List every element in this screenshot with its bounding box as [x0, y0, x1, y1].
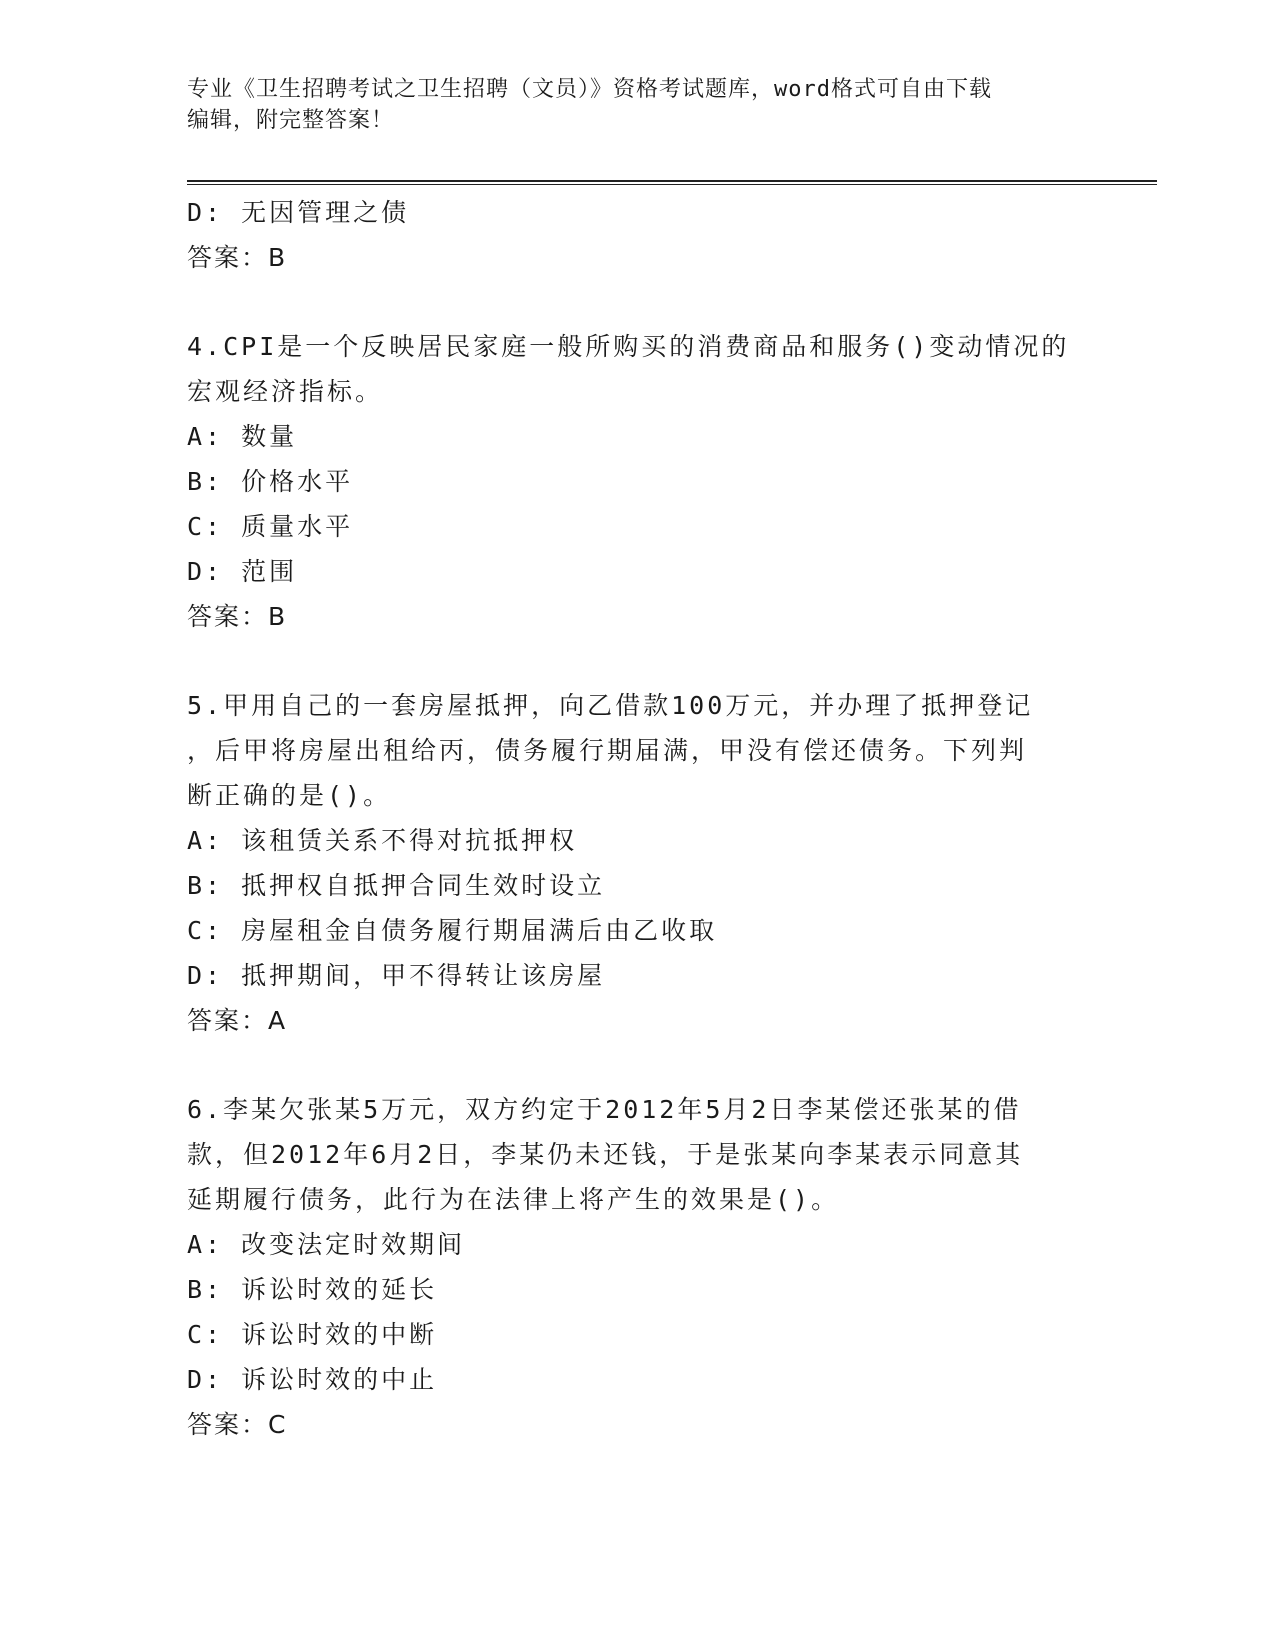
option-a: A: 数量 [187, 422, 298, 451]
question-stem-line: ，后甲将房屋出租给丙，债务履行期届满，甲没有偿还债务。下列判 [187, 736, 1028, 765]
question-6 [187, 1087, 1087, 1447]
question-3-tail [187, 190, 1087, 280]
option-d: D: 范围 [187, 557, 298, 586]
answer-label: 答案：B [187, 243, 288, 272]
question-list [187, 190, 1087, 1447]
option-d: D: 无因管理之债 [187, 198, 410, 227]
option-c: C: 质量水平 [187, 512, 354, 541]
header-line-1: 专业《卫生招聘考试之卫生招聘（文员）》资格考试题库，word格式可自由下载 [187, 77, 992, 102]
question-stem-line: 断正确的是()。 [187, 781, 392, 810]
option-a: A: 该租赁关系不得对抗抵押权 [187, 826, 578, 855]
question-stem-line: 款，但2012年6月2日，李某仍未还钱，于是张某向李某表示同意其 [187, 1140, 1024, 1169]
question-4 [187, 324, 1087, 639]
answer-label: 答案：C [187, 1410, 288, 1439]
option-d: D: 诉讼时效的中止 [187, 1365, 438, 1394]
question-stem-line: 6.李某欠张某5万元，双方约定于2012年5月2日李某偿还张某的借 [187, 1095, 1022, 1124]
option-b: B: 诉讼时效的延长 [187, 1275, 438, 1304]
option-c: C: 诉讼时效的中断 [187, 1320, 438, 1349]
header-line-2: 编辑，附完整答案！ [187, 108, 395, 133]
question-5 [187, 683, 1087, 1043]
option-b: B: 价格水平 [187, 467, 354, 496]
option-d: D: 抵押期间，甲不得转让该房屋 [187, 961, 606, 990]
document-header [187, 74, 1087, 136]
question-stem-line: 延期履行债务，此行为在法律上将产生的效果是()。 [187, 1185, 840, 1214]
option-a: A: 改变法定时效期间 [187, 1230, 466, 1259]
question-stem-line: 5.甲用自己的一套房屋抵押，向乙借款100万元，并办理了抵押登记 [187, 691, 1034, 720]
answer-label: 答案：B [187, 602, 288, 631]
answer-label: 答案：A [187, 1006, 288, 1035]
question-stem-line: 4.CPI是一个反映居民家庭一般所购买的消费商品和服务()变动情况的 [187, 332, 1070, 361]
option-c: C: 房屋租金自债务履行期届满后由乙收取 [187, 916, 718, 945]
question-stem-line: 宏观经济指标。 [187, 377, 384, 406]
header-divider [187, 180, 1157, 185]
option-b: B: 抵押权自抵押合同生效时设立 [187, 871, 606, 900]
